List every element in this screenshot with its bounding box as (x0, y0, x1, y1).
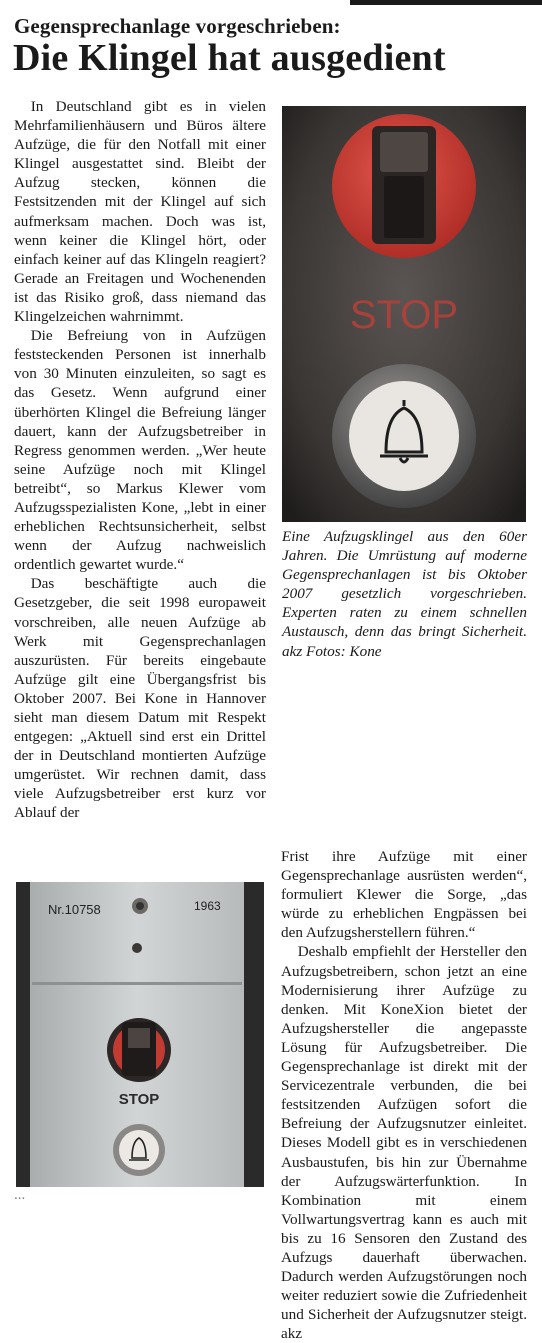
article-column-2 (281, 847, 527, 1343)
article-subhead: Gegensprechanlage vorgeschrieben: (14, 14, 341, 38)
article-column-1 (14, 97, 266, 823)
plate-year: 1963 (194, 899, 221, 913)
paragraph-5: Deshalb empfiehlt der Hersteller den Aufzugsbetreibern, schon jetzt an eine Modernisierung ihrer Aufzüge zu denken. Mit KoneXion bietet der Aufzugshersteller die angepasste Lösung für Aufzugsbetreiber. Die Gegensprechanlage ist direkt mit der Servicezentrale verbunden, die bei festsitzenden Aufzügen sofort die Befreiung der Aufzugsnutzer einleitet. Dieses Modell gibt es in verschiedenen Ausbaustufen, bis hin zur Übernahme der Aufzugswärterfunktion. In Kombination mit einem Vollwartungsvertrag kann es auch mit bis zu 16 Sensoren den Zustand des Aufzugs dauerhaft überwachen. Dadurch werden Aufzugstörungen noch weiter reduziert sowie die Zufriedenheit und Sicherheit der Aufzugsnutzer steigt. akz (281, 943, 527, 1343)
paragraph-4: Frist ihre Aufzüge mit einer Gegensprechanlage ausrüsten werden“, formuliert Klewer die Sorge, „das würde zu erheblichen Engpässen bei den Aufzugsherstellern führen.“ (281, 848, 527, 942)
article-headline: Die Klingel hat ausgedient (13, 37, 446, 79)
paragraph-2: Die Befreiung von in Aufzügen feststeckenden Personen ist innerhalb von 30 Minuten einzuleiten, so sagt es das Gesetz. Wenn aufgrund einer überhörten Klingel die Befreiung länger dauert, kann der Aufzugsbetreiber in Regress genommen werden. „Wer heute seine Aufzüge noch mit Klingel betreibt“, so Markus Klewer vom Aufzugsspezialisten Kone, „lebt in einer erheblichen Rechtsunsicherheit, selbst wenn der Aufzug nachweislich ordentlich gewartet wurde.“ (14, 327, 266, 574)
plate-number: Nr.10758 (48, 902, 101, 917)
next-caption-fragment: ... (14, 1192, 26, 1203)
photo-caption: Eine Aufzugsklingel aus den 60er Jahren. Die Umrüstung auf moderne Gegensprechanlagen ist bis Oktober 2007 gesetzlich vorgeschrieben. Experten raten zu einem schnellen Austausch, denn das bringt Sicherheit. akz Fotos: Kone (282, 528, 527, 660)
paragraph-1: In Deutschland gibt es in vielen Mehrfamilienhäusern und Büros ältere Aufzüge, die für den Notfall mit einer Klingel ausgestattet sind. Bleibt der Aufzug stecken, können die Festsitzenden mit der Klingel auf sich aufmerksam machen. Doch was ist, wenn keiner die Klingel hört, oder einfach keiner auf das Klingeln reagiert? Gerade an Freitagen und Wochenenden ist das Risiko groß, dass niemand das Klingelzeichen wahrnimmt. (14, 98, 266, 326)
stop-label: STOP (349, 293, 459, 337)
elevator-buttons-photo (282, 106, 526, 522)
top-rule (350, 0, 542, 5)
paragraph-3: Das beschäftigte auch die Gesetzgeber, die seit 1998 europaweit vorschreiben, alle neuen Aufzüge ab Werk mit Gegensprechanlagen auszurüsten. Für bereits eingebaute Aufzüge gilt eine Übergangsfrist bis Oktober 2007. Bei Kone in Hannover sieht man diesem Datum mit Respekt entgegen: „Aktuell sind erst ein Drittel der in Deutschland montierten Aufzüge umgerüstet. Wir rechnen damit, dass viele Aufzugsbetreiber erst kurz vor Ablauf der (14, 575, 266, 822)
panel-stop-label: STOP (118, 1091, 160, 1108)
elevator-panel-photo (16, 882, 264, 1187)
